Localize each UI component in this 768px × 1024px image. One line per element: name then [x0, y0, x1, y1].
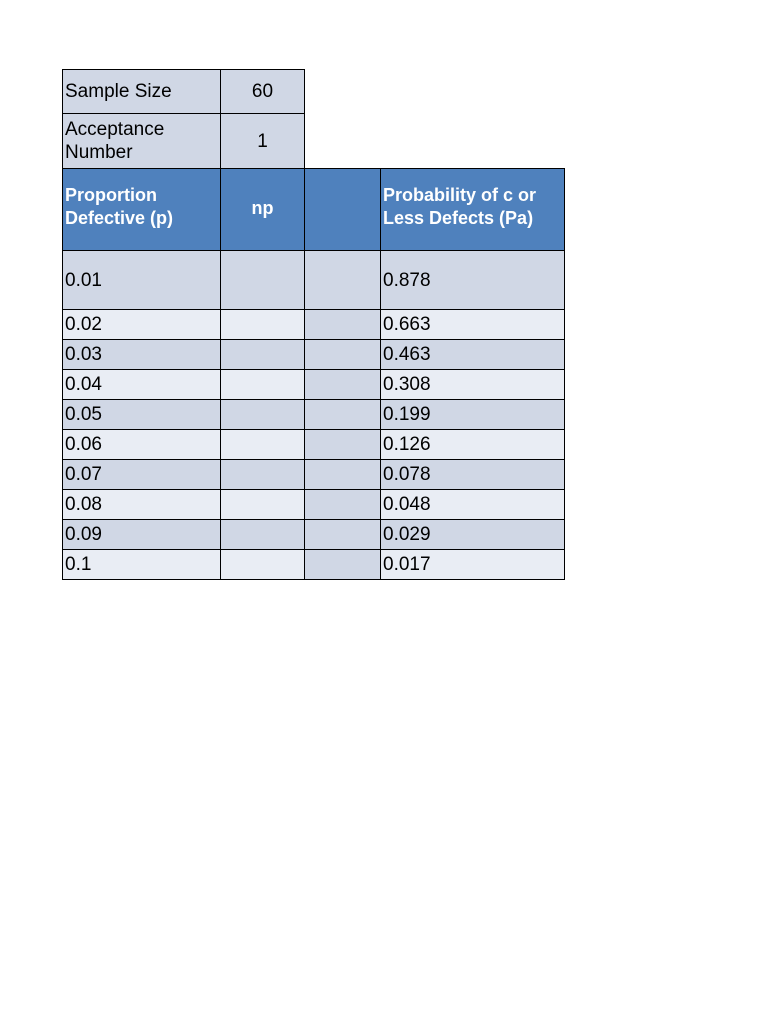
np-cell[interactable] [221, 430, 305, 460]
p-cell[interactable]: 0.1 [63, 550, 221, 580]
table-row [63, 251, 565, 310]
table-row [63, 400, 565, 430]
table-row [63, 550, 565, 580]
acceptance-label[interactable] [63, 114, 221, 169]
header-probability[interactable] [381, 169, 565, 251]
pa-cell[interactable]: 0.126 [381, 430, 565, 460]
p-cell[interactable]: 0.06 [63, 430, 221, 460]
header-row [63, 169, 565, 251]
sample-size-label[interactable]: Sample Size [63, 70, 221, 114]
empty-cell [381, 114, 565, 169]
blank-cell[interactable] [305, 400, 381, 430]
blank-cell[interactable] [305, 460, 381, 490]
pa-cell[interactable]: 0.663 [381, 310, 565, 340]
blank-cell[interactable] [305, 251, 381, 310]
sample-size-value[interactable]: 60 [221, 70, 305, 114]
empty-cell [381, 70, 565, 114]
blank-cell[interactable] [305, 310, 381, 340]
np-cell[interactable] [221, 490, 305, 520]
blank-cell[interactable] [305, 550, 381, 580]
empty-cell [305, 70, 381, 114]
table-row [63, 370, 565, 400]
table-row [63, 490, 565, 520]
header-blank[interactable] [305, 169, 381, 251]
acceptance-value[interactable]: 1 [221, 114, 305, 169]
p-cell[interactable]: 0.07 [63, 460, 221, 490]
blank-cell[interactable] [305, 340, 381, 370]
blank-cell[interactable] [305, 520, 381, 550]
np-cell[interactable] [221, 400, 305, 430]
header-col4-line1: Probability of c or [383, 185, 537, 205]
sample-size-row [63, 70, 565, 114]
acceptance-row [63, 114, 565, 169]
pa-cell[interactable]: 0.017 [381, 550, 565, 580]
table-row [63, 520, 565, 550]
p-cell[interactable]: 0.01 [63, 251, 221, 310]
blank-cell[interactable] [305, 430, 381, 460]
np-cell[interactable] [221, 370, 305, 400]
table-row [63, 310, 565, 340]
table-row [63, 460, 565, 490]
spreadsheet [62, 69, 565, 580]
header-col4-line2: Less Defects (Pa) [383, 208, 534, 228]
blank-cell[interactable] [305, 490, 381, 520]
pa-cell[interactable]: 0.029 [381, 520, 565, 550]
pa-cell[interactable]: 0.308 [381, 370, 565, 400]
pa-cell[interactable]: 0.048 [381, 490, 565, 520]
pa-cell[interactable]: 0.199 [381, 400, 565, 430]
table-row [63, 340, 565, 370]
p-cell[interactable]: 0.04 [63, 370, 221, 400]
np-cell[interactable] [221, 520, 305, 550]
empty-cell [305, 114, 381, 169]
p-cell[interactable]: 0.08 [63, 490, 221, 520]
pa-cell[interactable]: 0.878 [381, 251, 565, 310]
blank-cell[interactable] [305, 370, 381, 400]
p-cell[interactable]: 0.05 [63, 400, 221, 430]
np-cell[interactable] [221, 550, 305, 580]
oc-table [62, 69, 565, 580]
table-row [63, 430, 565, 460]
acceptance-label-line2: Number [65, 142, 133, 163]
acceptance-label-line1: Acceptance [65, 119, 165, 140]
np-cell[interactable] [221, 460, 305, 490]
np-cell[interactable] [221, 310, 305, 340]
np-cell[interactable] [221, 251, 305, 310]
pa-cell[interactable]: 0.463 [381, 340, 565, 370]
p-cell[interactable]: 0.03 [63, 340, 221, 370]
header-proportion-defective[interactable] [63, 169, 221, 251]
p-cell[interactable]: 0.09 [63, 520, 221, 550]
header-col1-line1: Proportion [65, 185, 157, 205]
np-cell[interactable] [221, 340, 305, 370]
pa-cell[interactable]: 0.078 [381, 460, 565, 490]
p-cell[interactable]: 0.02 [63, 310, 221, 340]
header-col1-line2: Defective (p) [65, 208, 174, 228]
header-np[interactable]: np [221, 169, 305, 251]
